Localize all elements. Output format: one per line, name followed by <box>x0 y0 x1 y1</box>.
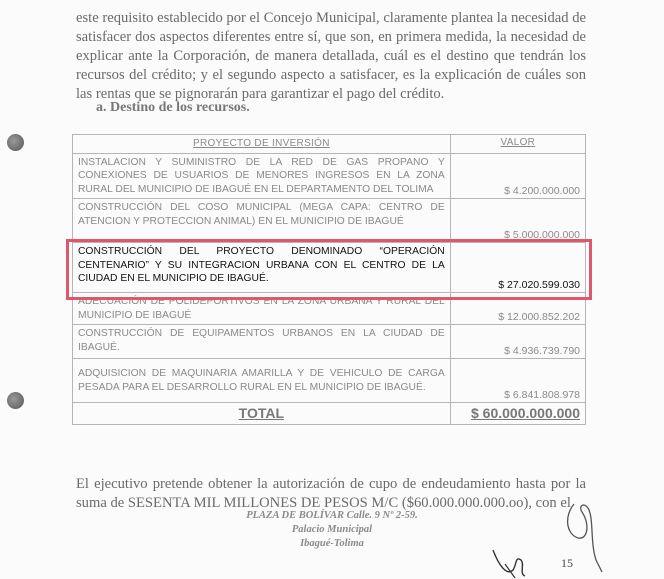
row-value: $ 5.000.000.000 <box>450 199 585 243</box>
row-project: INSTALACION Y SUMINISTRO DE LA RED DE GAS PROPANO Y CONEXIONES DE USUARIOS DE MENORES INGRESOS EN LA ZONA RURAL DEL MUNICIPIO DE IBAGUÉ EN EL DEPARTAMENTO DEL TOLIMA <box>73 153 451 199</box>
table-total-row <box>73 403 586 425</box>
binder-hole-bottom <box>7 392 24 409</box>
row-value: $ 12.000.852.202 <box>450 293 585 325</box>
binder-hole-top <box>7 134 24 151</box>
row-project: CONSTRUCCIÓN DEL COSO MUNICIPAL (MEGA CAPA: CENTRO DE ATENCION Y PROTECCION ANIMAL) EN EL MUNICIPIO DE IBAGUÉ <box>73 199 451 243</box>
section-heading: a. Destino de los recursos. <box>96 100 250 115</box>
table-row <box>73 199 586 243</box>
signature-mark <box>485 520 545 579</box>
table-row <box>73 153 586 199</box>
page-number: 15 <box>561 556 573 570</box>
row-value: $ 6.841.808.978 <box>450 359 585 403</box>
header-project: PROYECTO DE INVERSIÓN <box>73 135 451 154</box>
table-header-row <box>73 135 586 154</box>
footer-building: Palacio Municipal <box>291 524 373 535</box>
footer-city: Ibagué-Tolima <box>300 538 364 549</box>
footer-address: PLAZA DE BOLÍVAR Calle. 9 Nº 2-59. <box>246 510 418 521</box>
row-project: CONSTRUCCIÓN DEL PROYECTO DENOMINADO “OPERACIÓN CENTENARIO” Y SU INTEGRACION URBANA CON EL CENTRO DE LA CIUDAD EN EL MUNICIPIO DE IBAGUÉ. <box>73 243 451 293</box>
table-row <box>73 359 586 403</box>
intro-paragraph: este requisito establecido por el Concejo Municipal, claramente plantea la necesidad de satisfacer dos aspectos diferentes entre sí, que son, en primera medida, la necesidad de explicar ante la Corporación, de manera detallada, cuál es el destino que tendrán los recursos del crédito; y el segundo aspecto a satisfacer, es la explicación de cuáles son las rentas que se pignorarán para garantizar el pago del crédito. <box>76 9 586 102</box>
total-label: TOTAL <box>73 403 451 425</box>
row-project: CONSTRUCCIÓN DE EQUIPAMENTOS URBANOS EN LA CIUDAD DE IBAGUÉ. <box>73 325 451 359</box>
row-value: $ 27.020.599.030 <box>450 243 585 293</box>
table-row <box>73 325 586 359</box>
row-value: $ 4.200.000.000 <box>450 153 585 199</box>
header-value: VALOR <box>450 135 585 154</box>
highlight-box <box>66 239 592 300</box>
row-project: ADECUACIÓN DE POLIDEPORTIVOS EN LA ZONA URBANA Y RURAL DEL MUNICIPIO DE IBAGUÉ <box>73 293 451 325</box>
closing-paragraph: El ejecutivo pretende obtener la autorización de cupo de endeudamiento hasta por la suma de SESENTA MIL MILLONES DE PESOS M/C ($60.000.000.000.oo), con el <box>76 475 586 511</box>
row-project: ADQUISICION DE MAQUINARIA AMARILLA Y DE VEHICULO DE CARGA PESADA PARA EL DESARROLLO RURAL EN EL MUNICIPIO DE IBAGUÉ. <box>73 359 451 403</box>
row-value: $ 4.936.739.790 <box>450 325 585 359</box>
total-value: $ 60.000.000.000 <box>450 403 585 425</box>
